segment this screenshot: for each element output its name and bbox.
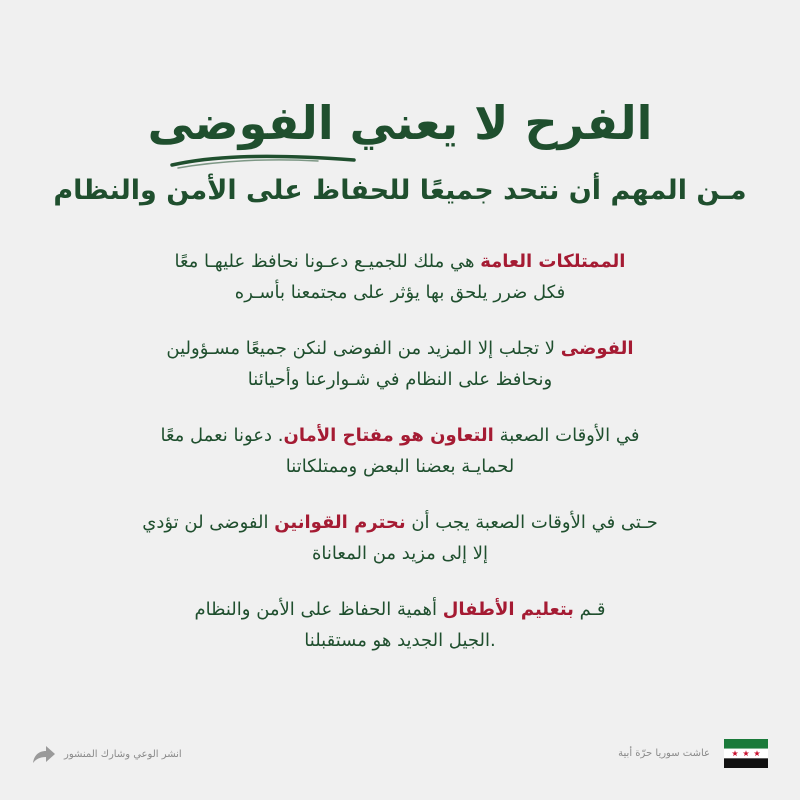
- headline: الفرح لا يعني الفوضى: [147, 96, 653, 150]
- highlight-text: الفوضى: [560, 338, 634, 359]
- subheadline: مـن المهم أن نتحد جميعًا للحفاظ على الأمن والنظام: [53, 175, 747, 206]
- message-chaos: [100, 333, 700, 395]
- message-line: إلا إلى مزيد من المعاناة: [311, 543, 488, 564]
- highlight-text: بتعليم الأطفال: [442, 599, 574, 620]
- share-arrow-icon: [32, 744, 56, 764]
- body-text: . دعونا نعمل معًا: [160, 425, 284, 446]
- share-footer: [32, 744, 182, 764]
- message-list: [100, 246, 700, 681]
- body-text: أهمية الحفاظ على الأمن والنظام: [194, 599, 443, 620]
- highlight-text: نحترم القوانين: [274, 512, 406, 533]
- highlight-text: الممتلكات العامة: [480, 251, 626, 272]
- body-text: هي ملك للجميـع دعـونا نحافظ عليهـا معًا: [174, 251, 481, 272]
- message-public-property: [100, 246, 700, 308]
- message-line: ونحافظ على النظام في شـوارعنا وأحيائنا: [247, 369, 553, 390]
- body-text: الفوضى لن تؤدي: [142, 512, 275, 533]
- body-text: قـم: [573, 599, 606, 620]
- message-laws: [100, 507, 700, 569]
- message-line: [100, 246, 700, 277]
- message-line: [100, 333, 700, 364]
- message-line: [100, 594, 700, 625]
- share-text: انشر الوعي وشارك المنشور: [64, 748, 182, 760]
- brand-text: عاشت سوريا حرّة أبية: [618, 748, 710, 759]
- message-line: .الجيل الجديد هو مستقبلنا: [304, 630, 496, 651]
- message-line: فكل ضرر يلحق بها يؤثر على مجتمعنا بأسـره: [234, 282, 566, 303]
- body-text: في الأوقات الصعبة: [493, 425, 640, 446]
- message-cooperation: [100, 420, 700, 482]
- message-line: [100, 420, 700, 451]
- body-text: حـتى في الأوقات الصعبة يجب أن: [405, 512, 658, 533]
- syrian-revolution-flag-icon: [724, 739, 768, 768]
- body-text: لا تجلب إلا المزيد من الفوضى لنكن جميعًا مسـؤولين: [166, 338, 561, 359]
- message-line: لحمايـة بعضنا البعض وممتلكاتنا: [285, 456, 515, 477]
- message-line: [100, 507, 700, 538]
- highlight-text: التعاون هو مفتاح الأمان: [283, 425, 494, 446]
- message-children: [100, 594, 700, 656]
- brand-footer: [618, 739, 768, 768]
